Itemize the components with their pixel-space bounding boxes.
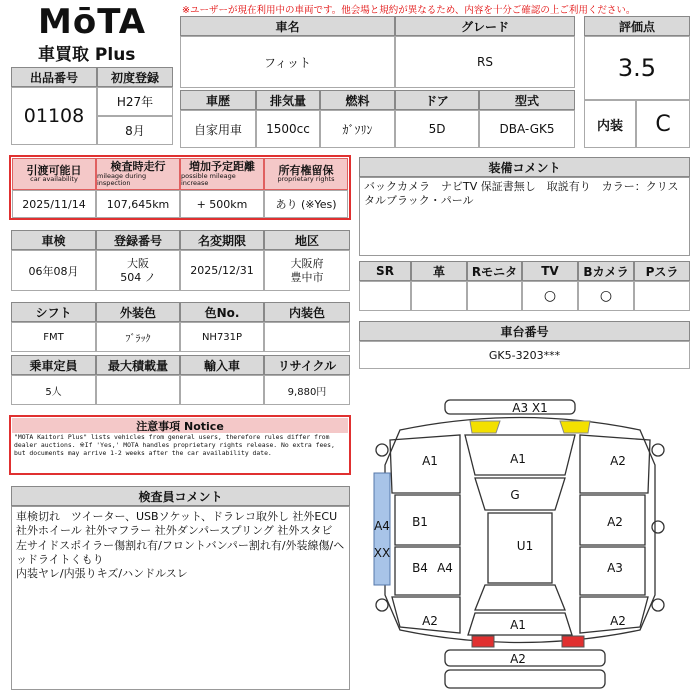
history-label: 車歴 (180, 90, 256, 110)
model-label: 型式 (479, 90, 575, 110)
mota-logo: MōTA (38, 2, 147, 42)
name-change-date: 2025/12/31 (180, 250, 264, 291)
interior-color-label: 内装色 (264, 302, 350, 322)
caution-text: "MOTA Kaitori Plus" lists vehicles from general users, therefore rules differ from dealer auctions. ※If 'Yes,' MOTA handles proprietary rights release. No extra fees, but documents may arrive 1-2 weeks after the car availability date. (14, 434, 335, 457)
left-headlight-zone (470, 421, 500, 433)
availability-date-label: 引渡可能日 car availability (12, 158, 96, 190)
damage-roof: U1 (516, 539, 534, 553)
car-name: フィット (180, 36, 395, 88)
damage-rear-right: A2 (610, 614, 626, 628)
door-label: ドア (395, 90, 479, 110)
mileage-increase-label: 増加予定距離 possible mileage increase (180, 158, 264, 190)
score-value: 3.5 (584, 36, 690, 100)
availability-date: 2025/11/14 (12, 190, 96, 218)
fuel: ｶﾞｿﾘﾝ (320, 110, 395, 148)
fuel-label: 燃料 (320, 90, 395, 110)
recycle-label: リサイクル (264, 355, 350, 375)
first-reg-year: H27年 (97, 87, 173, 116)
opt-rmonitor-value (467, 281, 522, 311)
opt-tv-label: TV (522, 261, 578, 281)
first-reg-month: 8月 (97, 116, 173, 145)
interior-color (264, 322, 350, 352)
import-label: 輸入車 (180, 355, 264, 375)
shift: FMT (11, 322, 96, 352)
opt-tv-value: ○ (522, 281, 578, 311)
door: 5D (395, 110, 479, 148)
displacement: 1500cc (256, 110, 320, 148)
max-load (96, 375, 180, 405)
damage-front-right-door: A2 (607, 515, 623, 529)
exterior-color: ﾌﾞﾗｯｸ (96, 322, 180, 352)
opt-rmonitor-label: Rモニタ (467, 261, 522, 281)
damage-hood: A1 (510, 452, 526, 466)
grade-label: グレード (395, 16, 575, 36)
shaken-date: 06年08月 (11, 250, 96, 291)
damage-front-left-door: B1 (412, 515, 428, 529)
mileage-increase: + 500km (180, 190, 264, 218)
equipment-comment: バックカメラ ナビTV 保証書無し 取説有り カラー：クリスタルブラック・パール (359, 177, 690, 256)
inspector-line: 車検切れ ツイーター、USBソケット、ドラレコ取外し 社外ECU 社外ホイール 社外マフラー 社外ダンパースプリング 社外スタビ (16, 510, 349, 538)
capacity-label: 乗車定員 (11, 355, 96, 375)
opt-bcamera-value: ○ (578, 281, 634, 311)
mileage: 107,645km (96, 190, 180, 218)
opt-bcamera-label: Bカメラ (578, 261, 634, 281)
exterior-color-label: 外装色 (96, 302, 180, 322)
car-name-label: 車名 (180, 16, 395, 36)
grade: RS (395, 36, 575, 88)
damage-rear-left-door-2: A4 (437, 561, 453, 575)
ownership-label: 所有権留保 proprietary rights (264, 158, 348, 190)
damage-rear-left-door: B4 (412, 561, 428, 575)
lot-label: 出品番号 (11, 67, 97, 87)
chassis-number: GK5-3203*** (359, 341, 690, 369)
damage-windshield: G (510, 488, 520, 502)
inspector-line: 内装ヤレ/内張りキズ/ハンドルスレ (16, 567, 188, 581)
equipment-label: 装備コメント (359, 157, 690, 177)
shift-label: シフト (11, 302, 96, 322)
caution-label: 注意事項 Notice (12, 418, 348, 433)
ownership: あり (※Yes) (264, 190, 348, 218)
right-headlight-zone (560, 421, 590, 433)
damage-front-right: A2 (610, 454, 626, 468)
region-label: 地区 (264, 230, 350, 250)
recycle-fee: 9,880円 (264, 375, 350, 405)
opt-pslide-value (634, 281, 690, 311)
damage-front-left: A1 (422, 454, 438, 468)
shaken-label: 車検 (11, 230, 96, 250)
right-taillight-zone (562, 636, 584, 647)
interior-label: 内装 (584, 100, 636, 148)
inspector-comment (11, 506, 350, 690)
opt-pslide-label: Pスラ (634, 261, 690, 281)
damage-front: A3 X1 (512, 401, 548, 415)
import (180, 375, 264, 405)
header-notice: ※ユーザーが現在利用中の車両です。他会場と規約が異なるため、内容を十分ご確認の上ご利用ください。 (182, 5, 636, 16)
opt-sr-value (359, 281, 411, 311)
chassis-label: 車台番号 (359, 321, 690, 341)
first-reg-label: 初度登録 (97, 67, 173, 87)
damage-rear-bumper: A2 (510, 652, 526, 666)
model: DBA-GK5 (479, 110, 575, 148)
damage-rear-left: A2 (422, 614, 438, 628)
displacement-label: 排気量 (256, 90, 320, 110)
damage-left-side: A4 (374, 519, 390, 533)
capacity: 5人 (11, 375, 96, 405)
region: 大阪府 豊中市 (264, 250, 350, 291)
damage-left-side-xx: XX (373, 546, 391, 560)
left-taillight-zone (472, 636, 494, 647)
inspector-comment-label: 検査員コメント (11, 486, 350, 506)
history: 自家用車 (180, 110, 256, 148)
damage-trunk: A1 (510, 618, 526, 632)
damage-diagram (360, 395, 690, 695)
plate-label: 登録番号 (96, 230, 180, 250)
score-label: 評価点 (584, 16, 690, 36)
plate-number: 大阪 504 ノ (96, 250, 180, 291)
mileage-label: 検査時走行 mileage during inspection (96, 158, 180, 190)
opt-leather-value (411, 281, 467, 311)
inspector-line: 左サイドスポイラー傷割れ有/フロントバンパー割れ有/外装線傷/ヘッドライトくもり (16, 538, 345, 566)
interior-grade: C (636, 100, 690, 148)
damage-rear-right-door: A3 (607, 561, 623, 575)
mota-logo-sub: 車買取 Plus (38, 45, 136, 65)
lot-value: 01108 (11, 87, 97, 145)
color-no: NH731P (180, 322, 264, 352)
color-no-label: 色No. (180, 302, 264, 322)
opt-sr-label: SR (359, 261, 411, 281)
opt-leather-label: 革 (411, 261, 467, 281)
max-load-label: 最大積載量 (96, 355, 180, 375)
name-change-label: 名変期限 (180, 230, 264, 250)
